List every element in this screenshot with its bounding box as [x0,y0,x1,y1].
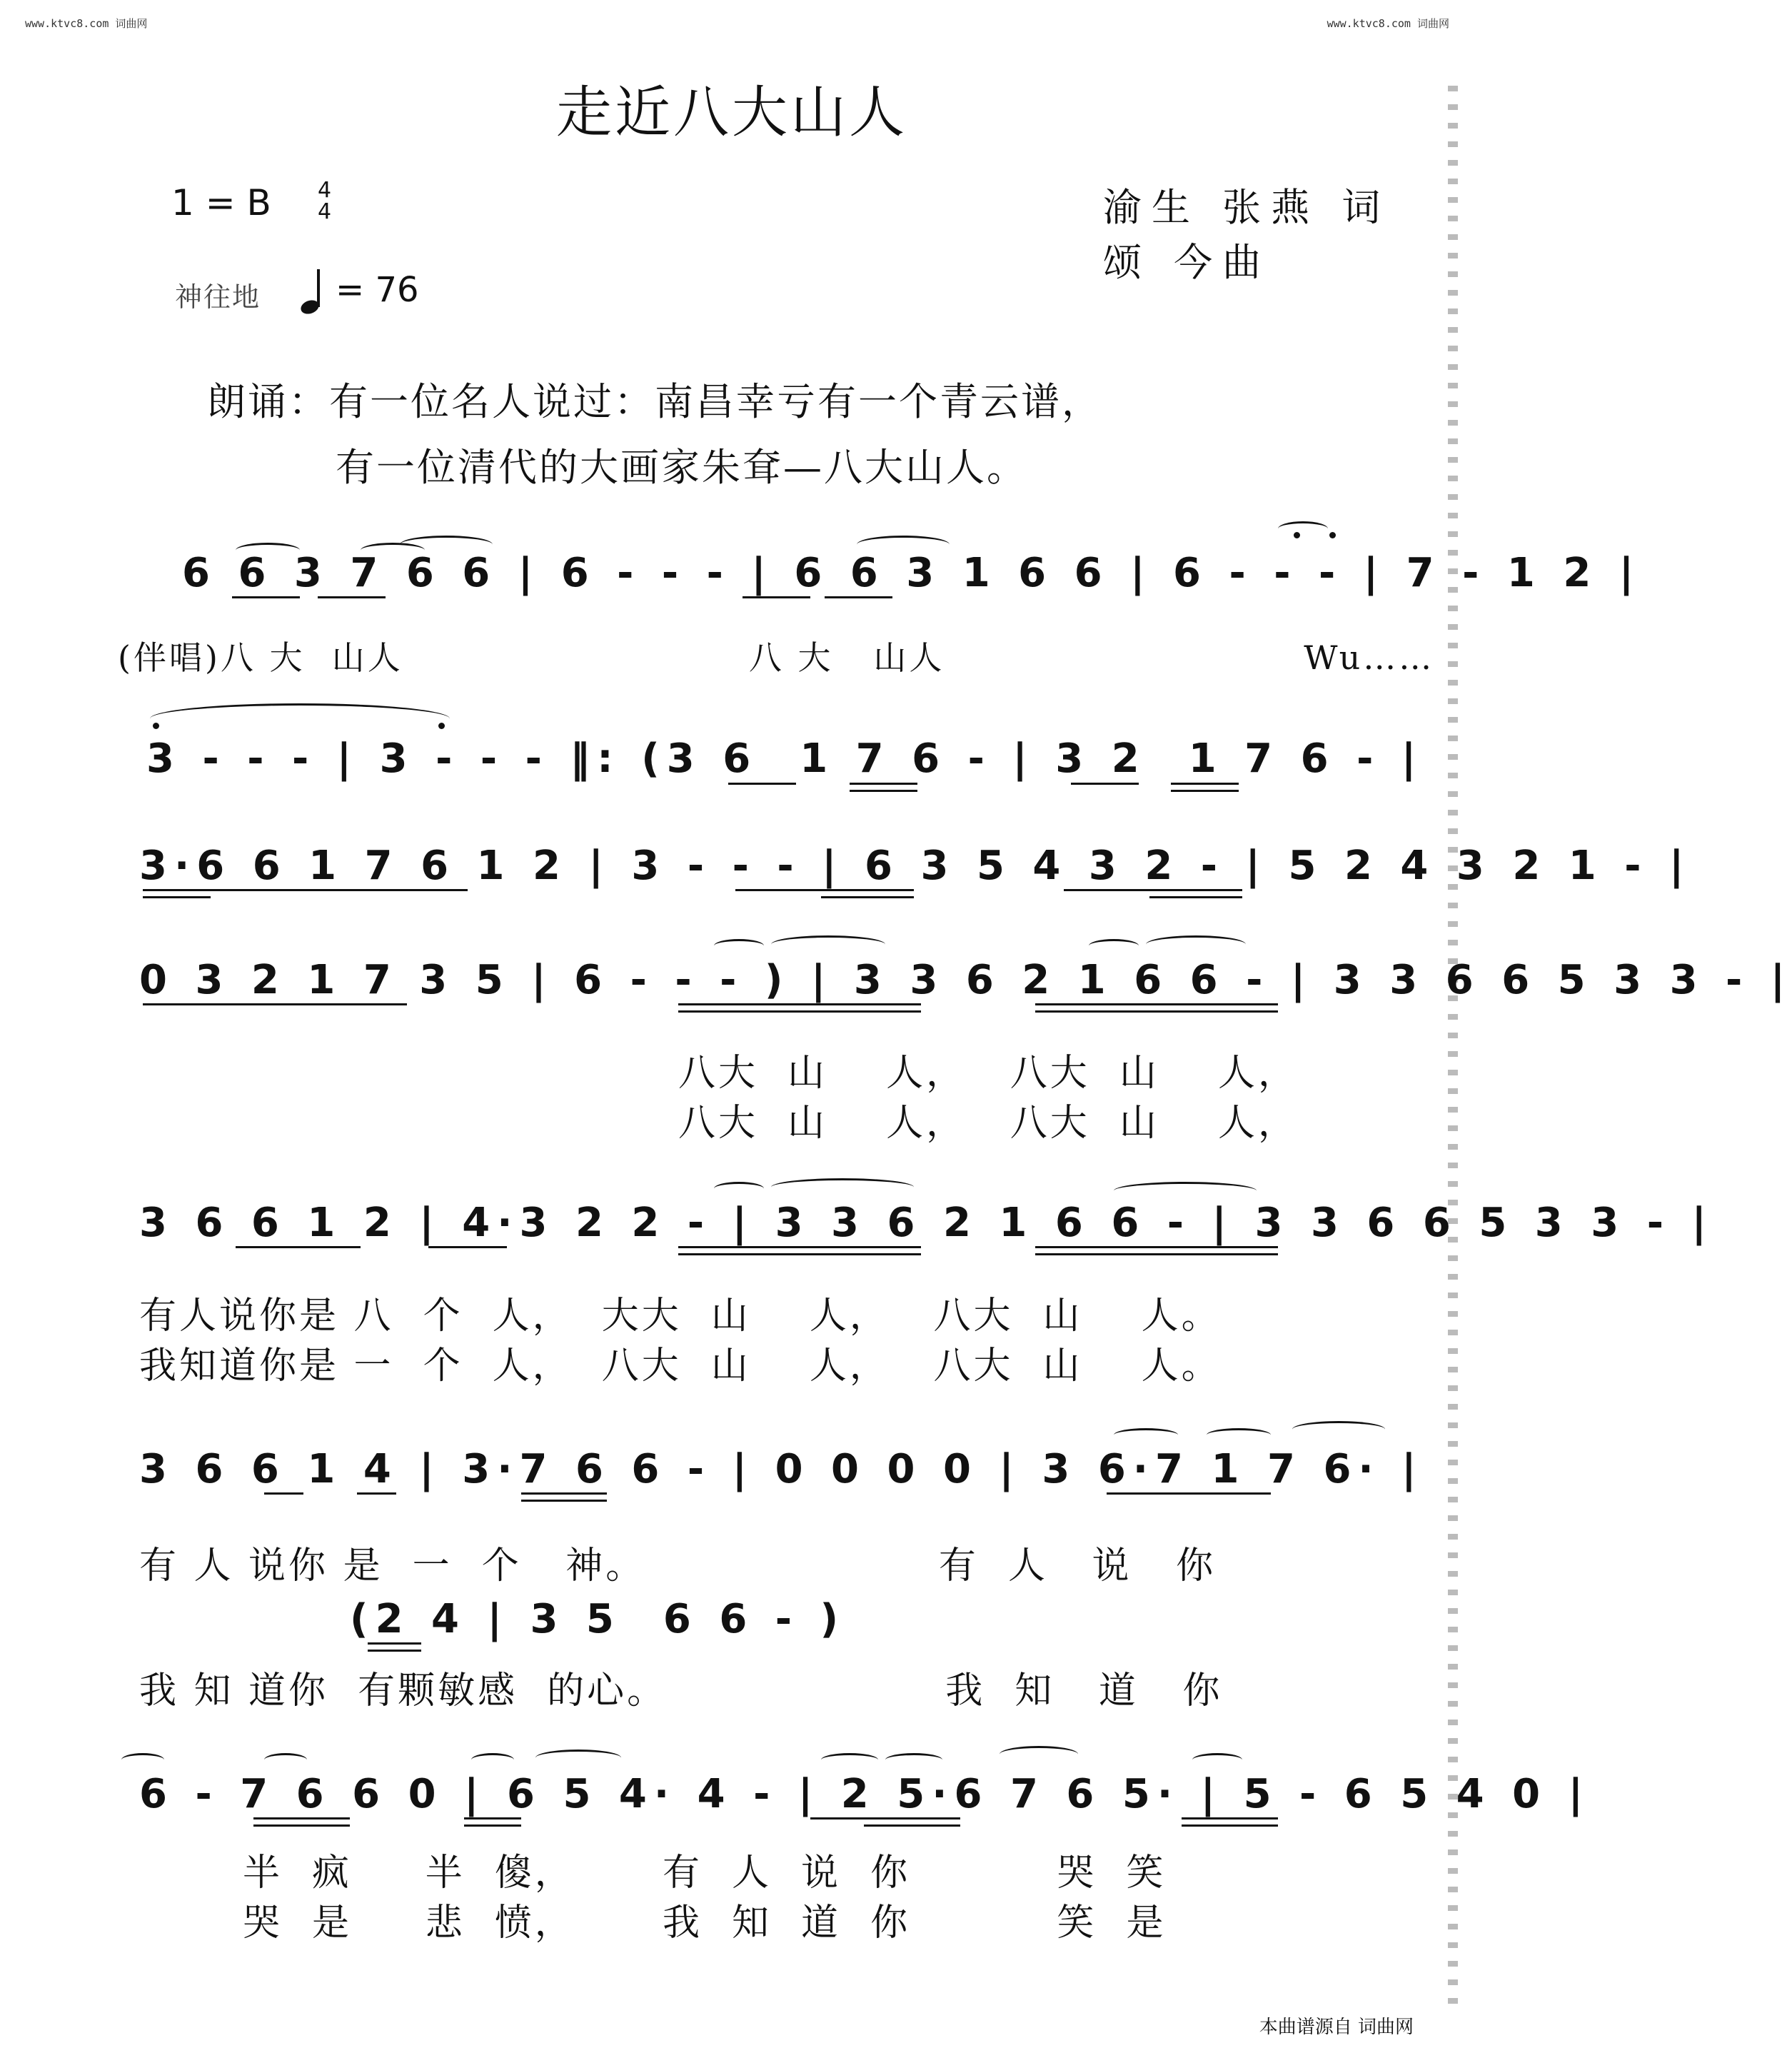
slur [1207,1428,1271,1442]
slur [264,1753,307,1767]
slur [771,1178,914,1196]
underline [368,1642,421,1645]
underline [1171,790,1239,792]
underline [735,889,914,891]
lyric-row-5a: 有人说你是 八 个 人， 大大 山 人， 八大 山 人。 [139,1295,1222,1337]
underline [1035,1010,1278,1013]
underline [464,1824,521,1827]
tie [150,703,450,734]
octave-dot [153,723,159,729]
underline [1107,1492,1271,1495]
underline [678,1010,921,1013]
underline [1071,783,1139,785]
underline [850,783,917,785]
composer-credit: 颂 今曲 [1103,240,1272,285]
underline [864,1824,960,1827]
score-row-6: 3 6 6 1 4 | 3·7 6 6 - | 0 0 0 0 | 3 6·7 1 7 6· | [139,1446,1424,1492]
slur [535,1750,621,1766]
underline [143,889,468,891]
tie [1000,1746,1078,1762]
underline [1171,783,1239,785]
score-row-4: 0 3 2 1 7 3 5 | 6 - - - ) | 3 3 6 2 1 6 6 - | 3 3 6 6 5 3 3 - | [139,957,1792,1003]
song-title: 走近八大山人 [555,81,907,145]
underline [428,1246,507,1248]
underline [464,1817,521,1819]
slur [471,1753,514,1767]
lyric-row-5b: 我知道你是 一 个 人， 八大 山 人， 八大 山 人。 [139,1345,1222,1387]
underline [850,790,917,792]
lyric-row-4b: 八大 山 人， 八大 山 人， [678,1102,1298,1145]
underline [810,1817,960,1819]
tie [400,536,493,553]
underline [318,596,386,598]
tie [1292,1421,1385,1437]
recitation-line-2: 有一位清代的大画家朱耷—八大山人。 [336,445,1027,490]
underline [521,1492,607,1495]
tie [121,1753,164,1767]
slur [1114,1428,1178,1442]
lyricist-credit: 渝生 张燕 词 [1103,185,1391,230]
underline [264,1492,303,1495]
slur [821,1753,878,1767]
tempo-mark: = 76 [336,270,419,310]
slur [771,935,885,953]
slur [1089,939,1139,953]
score-row-1: 6 6 3 7 6 6 | 6 - - - | 6 6 3 1 6 6 | 6 - - - | 7 - 1 2 | [182,550,1641,596]
score-row-5: 3 6 6 1 2 | 4·3 2 2 - | 3 3 6 2 1 6 6 - | 3 3 6 6 5 3 3 - | [139,1200,1713,1246]
underline [678,1003,921,1005]
underline [821,896,914,898]
watermark-left: www.ktvc8.com 词曲网 [25,17,148,30]
octave-dot [1294,532,1300,538]
underline [743,596,810,598]
underline [678,1246,921,1248]
slur [1146,935,1246,953]
score-row-8: 6 - 7 6 6 0 | 6 5 4· 4 - | 2 5·6 7 6 5· | 5 - 6 5 4 0 | [139,1771,1591,1817]
underline [143,896,211,898]
key-signature: 1 = B [171,182,271,224]
underline [368,1650,421,1652]
lyric-row-4a: 八大 山 人， 八大 山 人， [678,1052,1298,1095]
underline [521,1500,607,1502]
score-row-2: 3 - - - | 3 - - - ‖: (3 6 1 7 6 - | 3 2 1 7 6 - | [146,736,1424,782]
underline [1035,1003,1278,1005]
quarter-note-icon [300,266,328,316]
source-footer: 本曲谱源自 词曲网 [1259,2017,1414,2038]
underline [253,1817,350,1819]
watermark-right: www.ktvc8.com 词曲网 [1327,17,1449,30]
underline [1182,1824,1278,1827]
octave-dot [1329,532,1336,538]
underline [357,1492,396,1495]
underline [1035,1246,1278,1248]
lyric-row-6a: 有 人 说你 是 一 个 神。 有 人 说 你 [139,1545,1217,1587]
slur [1278,521,1328,536]
underline [1064,889,1242,891]
slur [1114,1182,1257,1200]
recitation-line-1: 朗诵：有一位名人说过：南昌幸亏有一个青云谱， [207,379,1102,424]
lyric-row-1: (伴唱)八 大 山人 八 大 山人 Wu…… [118,638,1435,677]
underline [143,1003,407,1005]
underline [678,1253,921,1255]
slur [1192,1753,1242,1767]
tie [857,536,950,553]
score-row-3: 3·6 6 1 7 6 1 2 | 3 - - - | 6 3 5 4 3 2 - | 5 2 4 3 2 1 - | [139,843,1691,889]
lyric-row-7: 我 知 道你 有颗敏感 的心。 我 知 道 你 [139,1670,1223,1712]
underline [1035,1253,1278,1255]
time-signature: 4 4 [318,178,332,224]
underline [728,783,796,785]
slur [885,1753,942,1767]
score-row-7: (2 4 | 3 5 6 6 - ) [350,1596,846,1642]
side-watermark-strip [1448,86,1458,2014]
underline [253,1824,350,1827]
slur [236,543,300,558]
underline [1149,896,1242,898]
lyric-row-8b: 哭 是 悲 愤， 我 知 道 你 笑 是 [243,1902,1167,1944]
underline [236,1246,361,1248]
expression-mark: 神往地 [175,281,261,313]
slur [714,1182,764,1195]
lyric-row-8a: 半 疯 半 傻， 有 人 说 你 哭 笑 [243,1852,1167,1894]
underline [1182,1817,1278,1819]
octave-dot [438,723,445,729]
underline [232,596,300,598]
underline [825,596,892,598]
slur [714,939,764,953]
